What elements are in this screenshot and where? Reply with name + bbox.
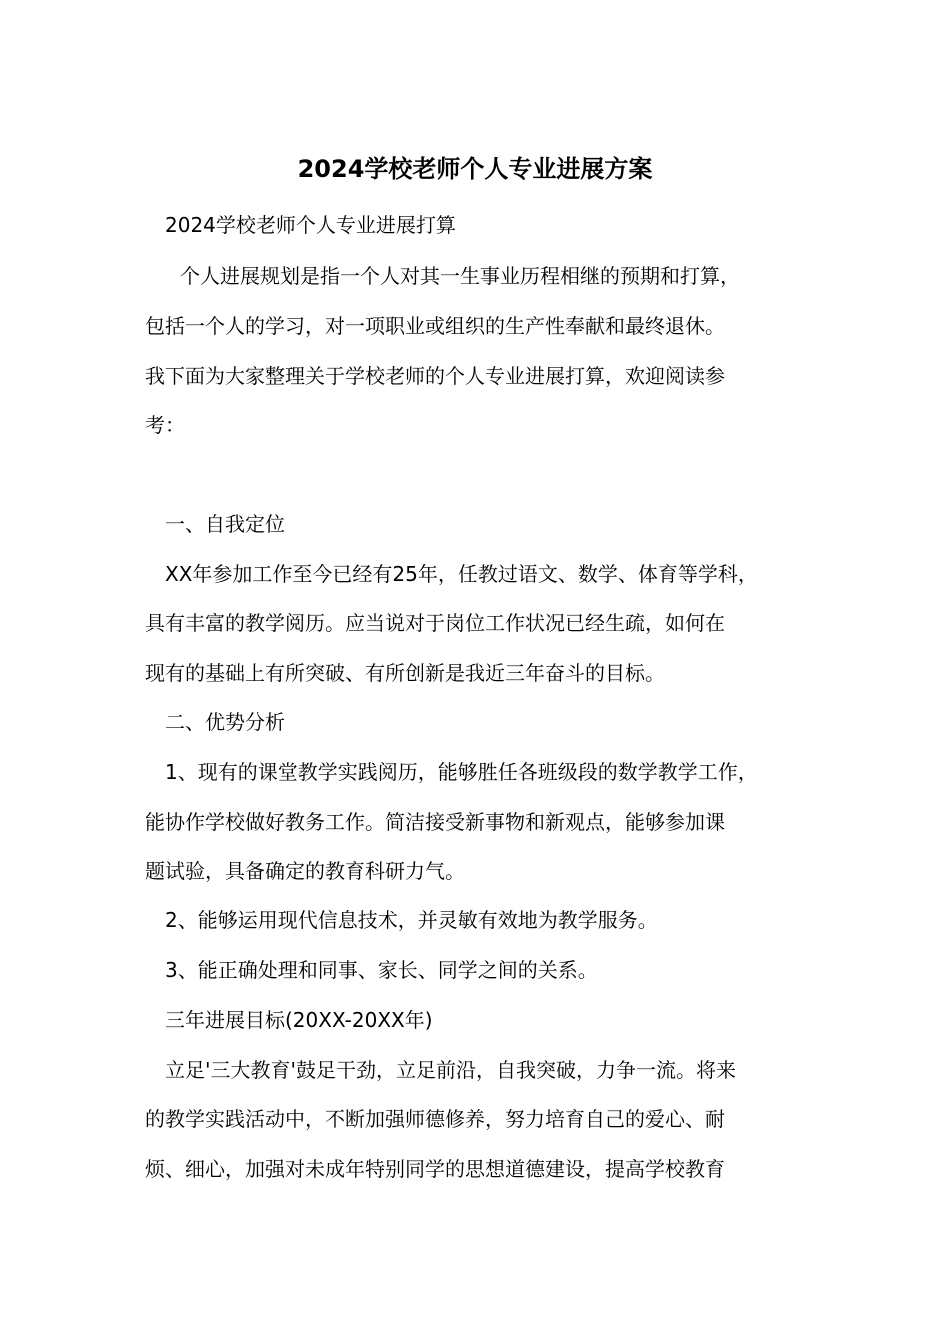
paragraph-line: 烦、细心，加强对未成年特别同学的思想道德建设，提高学校教育	[145, 1157, 725, 1181]
paragraph-line: 具有丰富的教学阅历。应当说对于岗位工作状况已经生疏，如何在	[145, 611, 725, 635]
section-heading: 三年进展目标(20XX-20XX年)	[165, 1008, 433, 1032]
paragraph-line: 考：	[145, 413, 185, 437]
paragraph-line: 的教学实践活动中，不断加强师德修养，努力培育自己的爱心、耐	[145, 1107, 725, 1131]
paragraph-line: 个人进展规划是指一个人对其一生事业历程相继的预期和打算，	[180, 264, 740, 288]
paragraph-line: 立足'三大教育'鼓足干劲，立足前沿，自我突破，力争一流。将来	[165, 1058, 736, 1082]
paragraph-line: 我下面为大家整理关于学校老师的个人专业进展打算，欢迎阅读参	[145, 364, 725, 388]
paragraph-line: 包括一个人的学习，对一项职业或组织的生产性奉献和最终退休。	[145, 314, 725, 338]
paragraph-line: 现有的基础上有所突破、有所创新是我近三年奋斗的目标。	[145, 661, 665, 685]
paragraph-line: 1、现有的课堂教学实践阅历，能够胜任各班级段的数学教学工作，	[165, 760, 758, 784]
subtitle-line: 2024学校老师个人专业进展打算	[165, 213, 456, 237]
paragraph-line: XX年参加工作至今已经有25年，任教过语文、数学、体育等学科，	[165, 562, 758, 586]
paragraph-line: 题试验，具备确定的教育科研力气。	[145, 859, 465, 883]
paragraph-line: 2、能够运用现代信息技术，并灵敏有效地为教学服务。	[165, 908, 658, 932]
section-heading: 二、优势分析	[165, 710, 285, 734]
paragraph-line: 3、能正确处理和同事、家长、同学之间的关系。	[165, 958, 598, 982]
section-heading: 一、自我定位	[165, 512, 285, 536]
paragraph-line: 能协作学校做好教务工作。简洁接受新事物和新观点，能够参加课	[145, 810, 725, 834]
document-title: 2024学校老师个人专业进展方案	[297, 155, 653, 183]
